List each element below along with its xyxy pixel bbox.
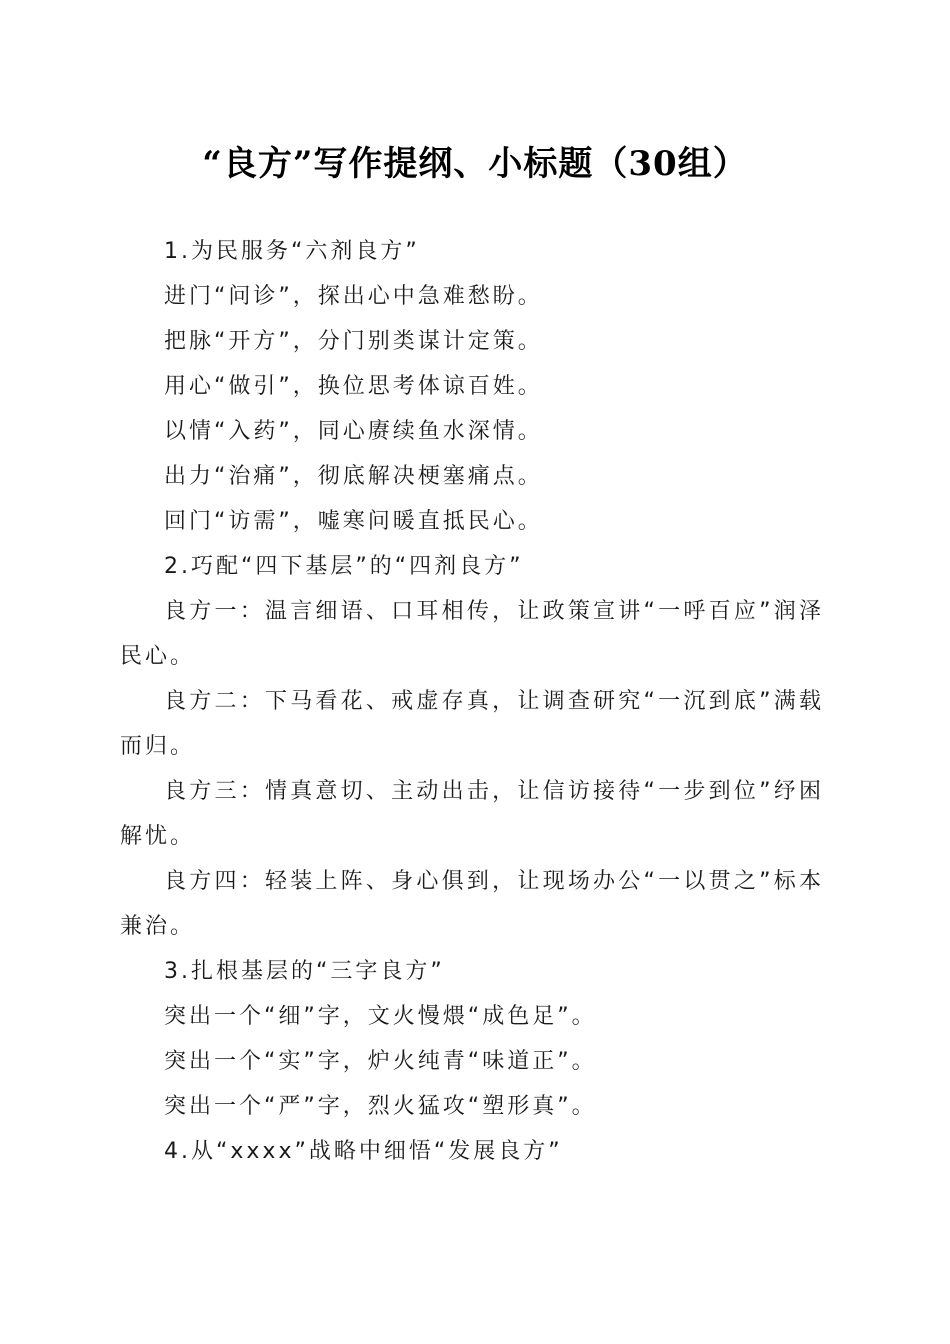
list-item: 出力“治痛”，彻底解决梗塞痛点。 bbox=[164, 464, 543, 489]
list-item: 良方二：下马看花、戒虚存真，让调查研究“一沉到底”满载而归。 bbox=[120, 689, 824, 759]
list-item: 回门“访需”，嘘寒问暖直抵民心。 bbox=[164, 509, 543, 534]
list-item: 突出一个“细”字，文火慢煨“成色足”。 bbox=[164, 1004, 597, 1029]
page-title: “良方”写作提纲、小标题（30组） bbox=[202, 144, 748, 184]
list-item: 突出一个“严”字，烈火猛攻“塑形真”。 bbox=[164, 1094, 597, 1119]
list-item: 良方三：情真意切、主动出击，让信访接待“一步到位”纾困解忧。 bbox=[120, 779, 824, 849]
list-item: 良方一：温言细语、口耳相传，让政策宣讲“一呼百应”润泽民心。 bbox=[120, 599, 824, 669]
section-heading: 4.从“xxxx”战略中细悟“发展良方” bbox=[164, 1139, 563, 1164]
list-item: 进门“问诊”，探出心中急难愁盼。 bbox=[164, 284, 543, 309]
list-item: 以情“入药”，同心赓续鱼水深情。 bbox=[164, 419, 543, 444]
list-item: 用心“做引”，换位思考体谅百姓。 bbox=[164, 374, 543, 399]
section-heading: 3.扎根基层的“三字良方” bbox=[164, 959, 445, 984]
document-body bbox=[120, 229, 824, 1174]
section-heading: 1.为民服务“六剂良方” bbox=[164, 239, 420, 264]
list-item: 突出一个“实”字，炉火纯青“味道正”。 bbox=[164, 1049, 597, 1074]
section-heading: 2.巧配“四下基层”的“四剂良方” bbox=[164, 554, 524, 579]
list-item: 把脉“开方”，分门别类谋计定策。 bbox=[164, 329, 543, 354]
list-item: 良方四：轻装上阵、身心俱到，让现场办公“一以贯之”标本兼治。 bbox=[120, 869, 824, 939]
